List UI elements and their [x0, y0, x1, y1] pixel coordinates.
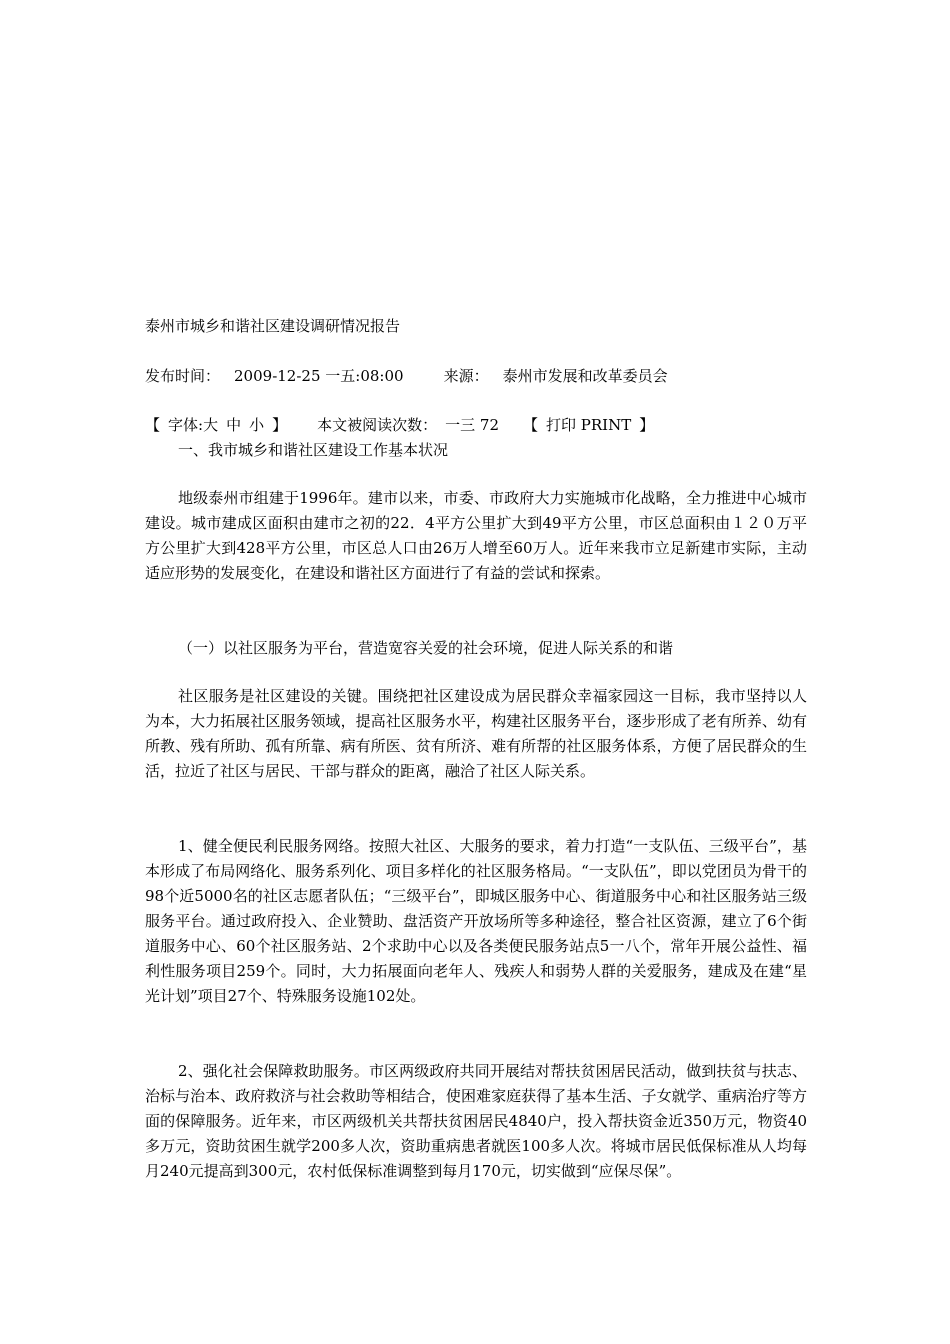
- document-title: 泰州市城乡和谐社区建设调研情况报告: [145, 317, 401, 335]
- read-count: 一三 72: [445, 416, 500, 434]
- article-toolbar: [145, 414, 654, 436]
- font-size-label: 字体:: [168, 416, 204, 434]
- bracket-open: 【: [145, 416, 161, 434]
- source-label: 来源：: [443, 367, 489, 385]
- font-medium-link[interactable]: 中: [226, 416, 242, 434]
- paragraph-social-security: 2、强化社会保障救助服务。市区两级政府共同开展结对帮扶贫困居民活动，做到扶贫与扶志、治标与治本、政府救济与社会救助等相结合，使困难家庭获得了基本生活、子女就学、重病治疗等方面的保障服务。近年来，市区两级机关共帮扶贫困居民4840户，投入帮扶资金近350万元，物资40多万元，资助贫困生就学200多人次，资助重病患者就医100多人次。将城市居民低保标准从人均每月240元提高到300元，农村低保标准调整到每月170元，切实做到“应保尽保”。: [145, 1062, 807, 1180]
- print-link[interactable]: 打印 PRINT: [546, 416, 632, 434]
- section-heading: 一、我市城乡和谐社区建设工作基本状况: [178, 441, 449, 459]
- font-large-link[interactable]: 大: [203, 416, 219, 434]
- paragraph-community-service: 社区服务是社区建设的关键。围绕把社区建设成为居民群众幸福家园这一目标，我市坚持以人为本，大力拓展社区服务领域，提高社区服务水平，构建社区服务平台，逐步形成了老有所养、幼有所教、残有所助、孤有所靠、病有所医、贫有所济、难有所帮的社区服务体系，方便了居民群众的生活，拉近了社区与居民、干部与群众的距离，融洽了社区人际关系。: [145, 687, 807, 780]
- font-small-link[interactable]: 小: [249, 416, 265, 434]
- paragraph-overview: 地级泰州市组建于1996年。建市以来，市委、市政府大力实施城市化战略，全力推进中心城市建设。城市建成区面积由建市之初的22．4平方公里扩大到49平方公里，市区总面积由１２０万平方公里扩大到428平方公里，市区总人口由26万人增至60万人。近年来我市立足新建市实际，主动适应形势的发展变化，在建设和谐社区方面进行了有益的尝试和探索。: [145, 489, 807, 582]
- read-count-label: 本文被阅读次数：: [317, 416, 438, 434]
- print-bracket-close: 】: [639, 416, 655, 434]
- publish-meta: [145, 365, 668, 387]
- paragraph-service-network: 1、健全便民利民服务网络。按照大社区、大服务的要求，着力打造“一支队伍、三级平台”，基本形成了布局网络化、服务系列化、项目多样化的社区服务格局。“一支队伍”，即以党团员为骨干的98个近5000名的社区志愿者队伍；“三级平台”，即城区服务中心、街道服务中心和社区服务站三级服务平台。通过政府投入、企业赞助、盘活资产开放场所等多种途径，整合社区资源，建立了6个街道服务中心、60个社区服务站、2个求助中心以及各类便民服务站点5一八个，常年开展公益性、福利性服务项目259个。同时，大力拓展面向老年人、残疾人和弱势人群的关爱服务，建成及在建“星光计划”项目27个、特殊服务设施102处。: [145, 837, 807, 1005]
- print-bracket-open: 【: [523, 416, 539, 434]
- bracket-close: 】: [272, 416, 288, 434]
- publish-time-label: 发布时间：: [145, 367, 221, 385]
- source-value: 泰州市发展和改革委员会: [502, 367, 668, 385]
- subsection-heading: （一）以社区服务为平台，营造宽容关爱的社会环境，促进人际关系的和谐: [178, 639, 674, 657]
- publish-time: 2009-12-25 一五:08:00: [234, 367, 404, 385]
